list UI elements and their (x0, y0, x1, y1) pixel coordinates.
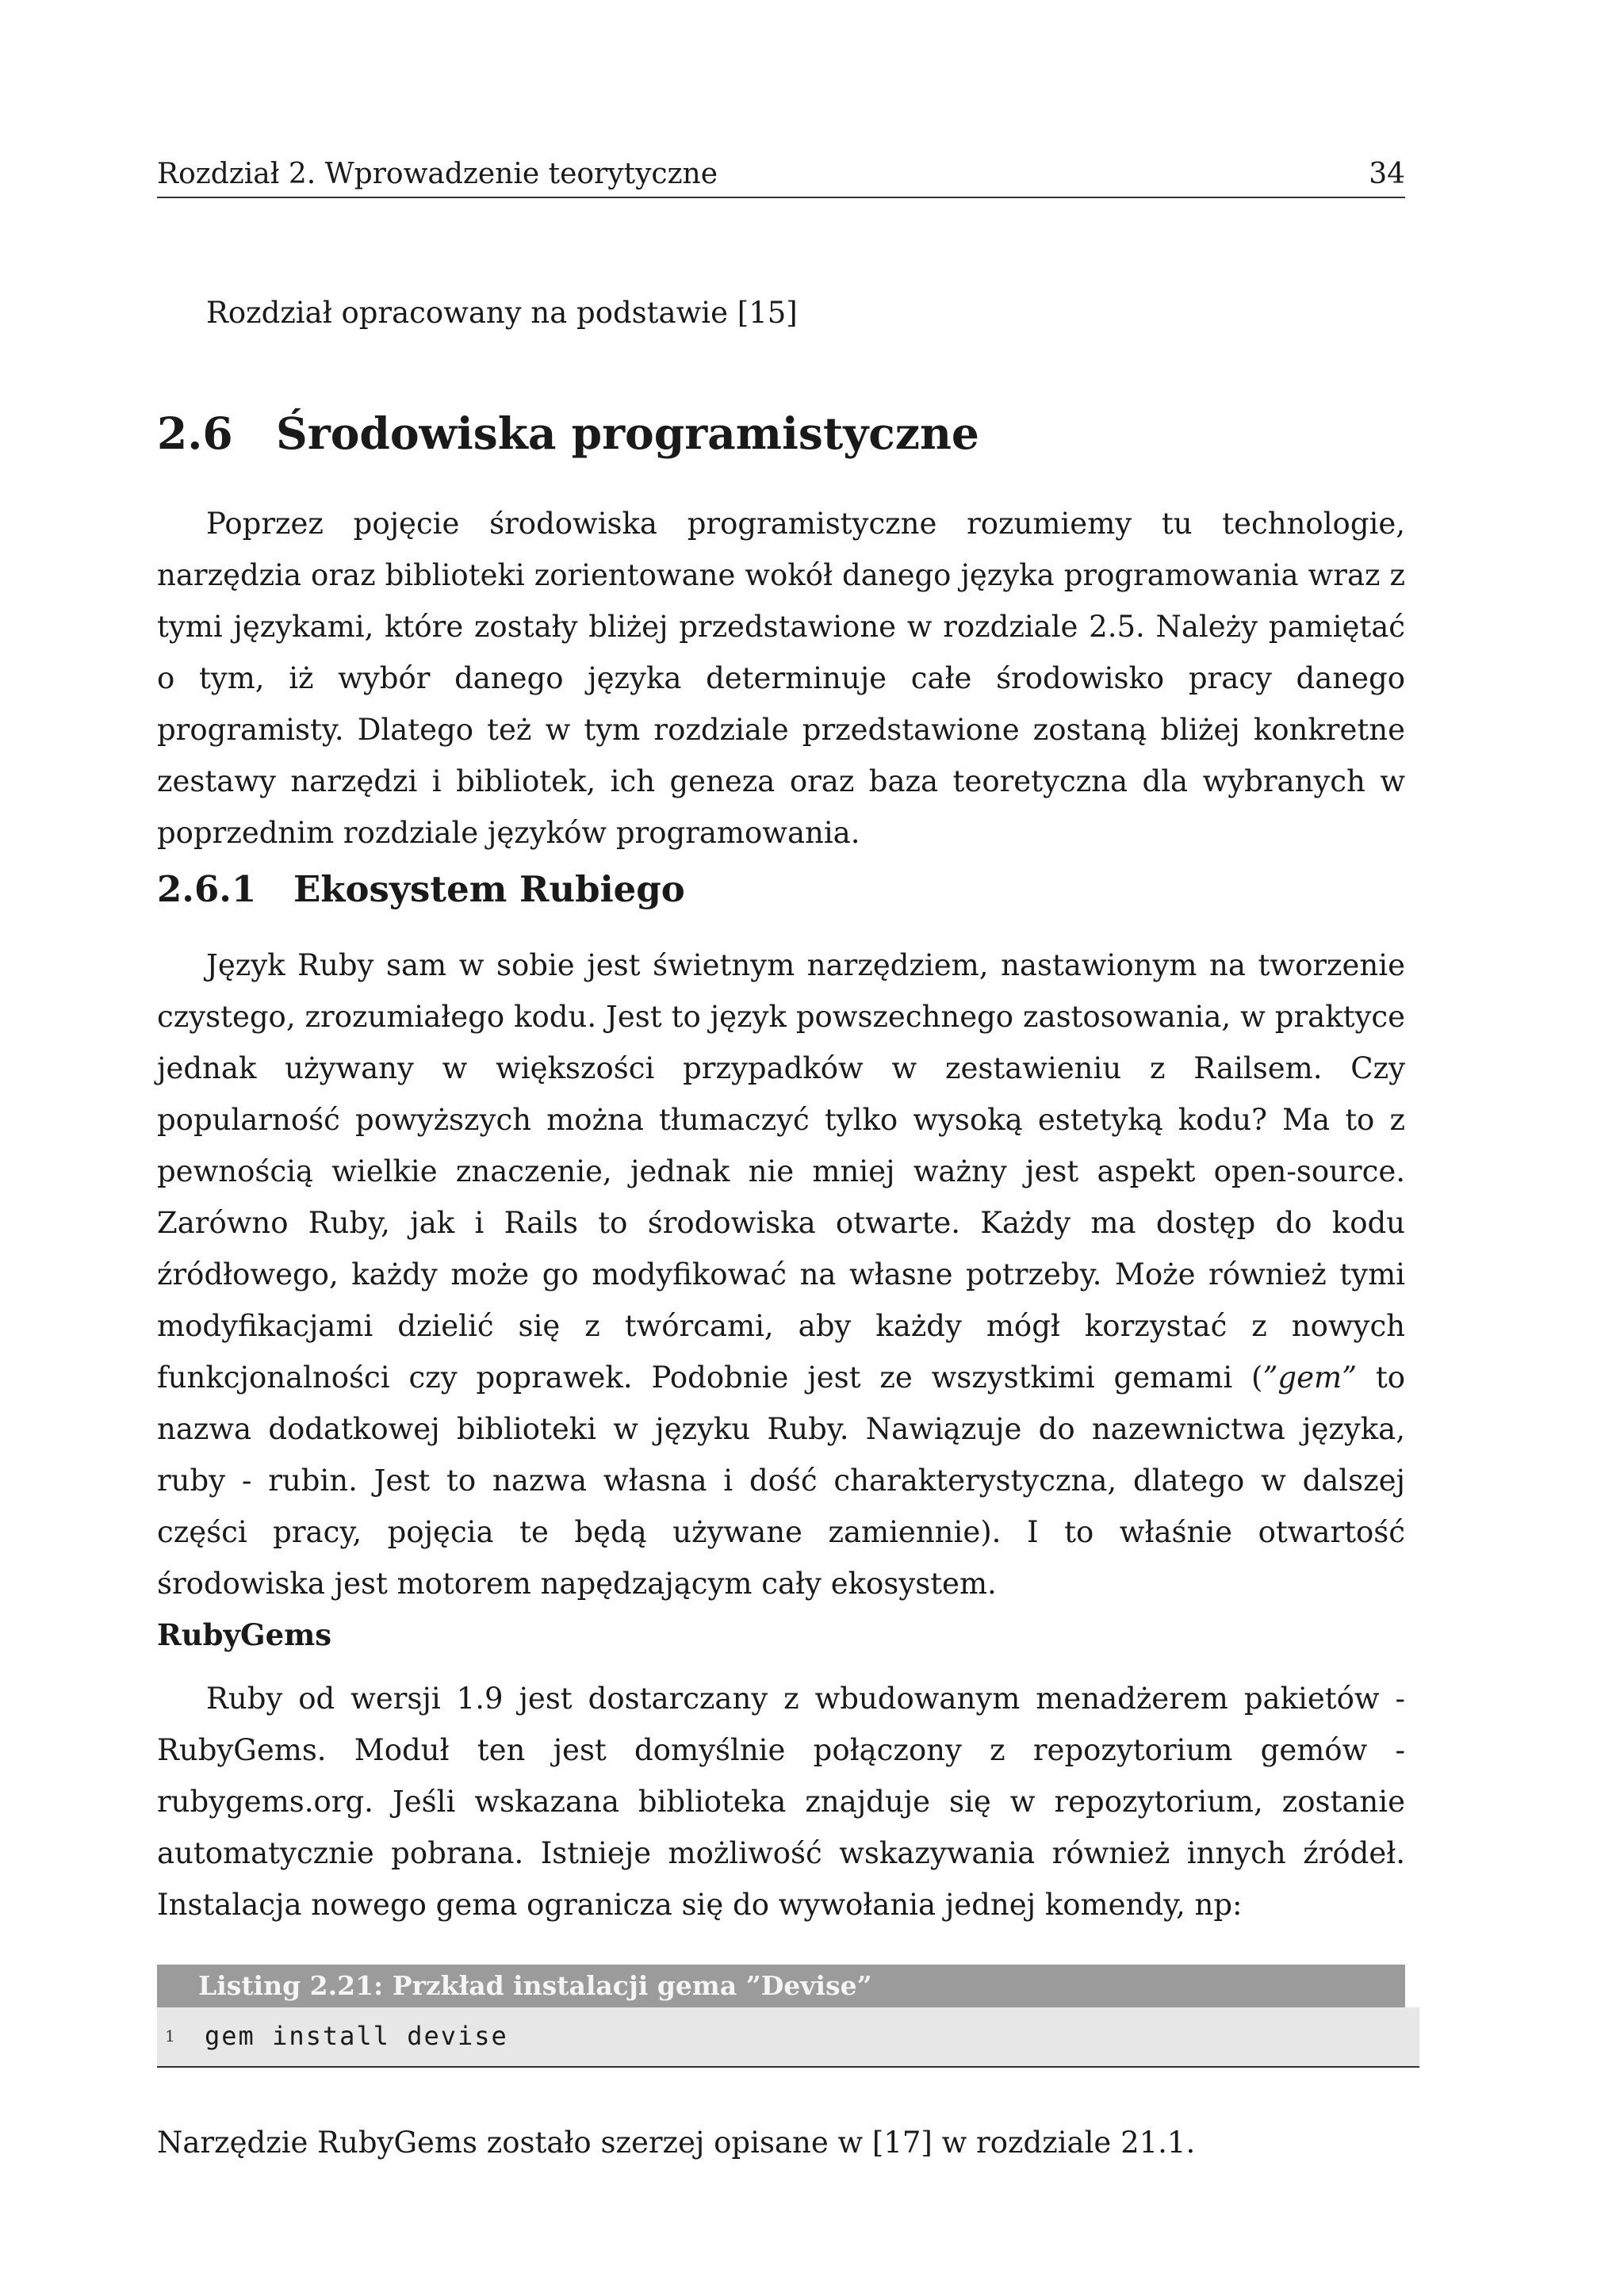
subsection-title: Ekosystem Rubiego (293, 868, 685, 910)
listing-code-block (157, 2007, 1419, 2068)
subsection-paragraph-part2: to nazwa dodatkowej biblioteki w języku Ruby. Nawiązuje do nazewnictwa języka, ruby - rubin. Jest to nazwa własna i dość charakterystyczna, dlatego w dalszej części pracy, pojęcia te będą używane zamiennie). I to właśnie otwartość środowiska jest motorem napędzającym cały ekosystem. (157, 1360, 1405, 1601)
gem-term: ”gem” (1262, 1360, 1357, 1395)
section-paragraph: Poprzez pojęcie środowiska programistyczne rozumiemy tu technologie, narzędzia oraz biblioteki zorientowane wokół danego języka programowania wraz z tymi językami, które zostały bliżej przedstawione w rozdziale 2.5. Należy pamiętać o tym, iż wybór danego języka determinuje całe środowisko pracy danego programisty. Dlatego też w tym rozdziale przedstawione zostaną bliżej konkretne zestawy narzędzi i bibliotek, ich geneza oraz baza teoretyczna dla wybranych w poprzednim rozdziale języków programowania. (157, 507, 1405, 850)
document-page (157, 0, 1405, 2296)
code-listing (157, 1965, 1405, 2068)
listing-line-number: 1 (165, 2026, 175, 2045)
subsection-heading (157, 866, 685, 913)
section-title: Środowiska programistyczne (276, 408, 979, 459)
section-number: 2.6 (157, 408, 233, 459)
listing-code-line: gem install devise (205, 2021, 508, 2051)
paragraph-heading-rubygems: RubyGems (157, 1617, 332, 1652)
closing-paragraph: Narzędzie RubyGems zostało szerzej opisane w [17] w rozdziale 21.1. (157, 2126, 1196, 2160)
header-chapter-title: Rozdział 2. Wprowadzenie teorytyczne (157, 158, 718, 190)
page-number: 34 (1369, 158, 1405, 190)
intro-paragraph: Rozdział opracowany na podstawie [15] (206, 296, 798, 330)
subsection-paragraph (157, 939, 1405, 1609)
subsection-paragraph-part1: Język Ruby sam w sobie jest świetnym narzędziem, nastawionym na tworzenie czystego, zrozumiałego kodu. Jest to język powszechnego zastosowania, w praktyce jednak używany w większości przypadków w zestawieniu z Railsem. Czy popularność powyższych można tłumaczyć tylko wysoką estetyką kodu? Ma to z pewnością wielkie znaczenie, jednak nie mniej ważny jest aspekt open-source. Zarówno Ruby, jak i Rails to środowiska otwarte. Każdy ma dostęp do kodu źródłowego, każdy może go modyfikować na własne potrzeby. Może również tymi modyfikacjami dzielić się z twórcami, aby każdy mógł korzystać z nowych funkcjonalności czy poprawek. Podobnie jest ze wszystkimi gemami ( (157, 948, 1405, 1395)
listing-caption: Listing 2.21: Przkład instalacji gema ”Devise” (157, 1965, 1405, 2007)
subsection-number: 2.6.1 (157, 868, 257, 910)
rubygems-paragraph: Ruby od wersji 1.9 jest dostarczany z wbudowanym menadżerem pakietów - RubyGems. Moduł ten jest domyślnie połączony z repozytorium gemów - rubygems.org. Jeśli wskazana biblioteka znajduje się w repozytorium, zostanie automatycznie pobrana. Istnieje możliwość wskazywania również innych źródeł. Instalacja nowego gema ogranicza się do wywołania jednej komendy, np: (157, 1682, 1405, 1922)
running-header (157, 152, 1405, 198)
section-heading (157, 406, 979, 461)
